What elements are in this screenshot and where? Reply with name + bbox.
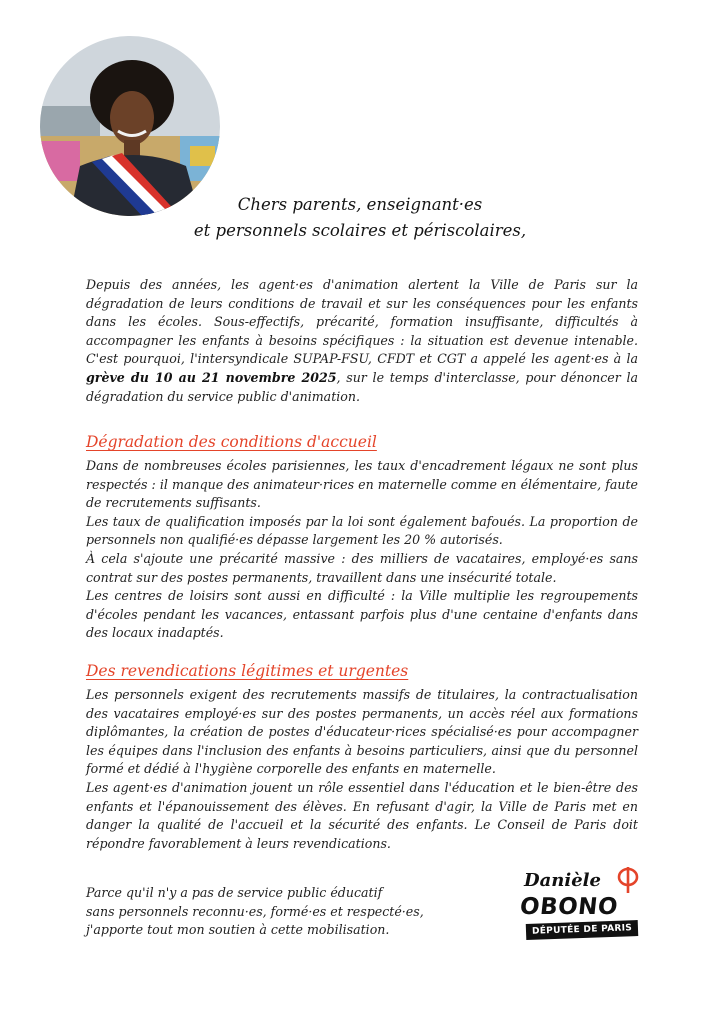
section-heading-conditions: Dégradation des conditions d'accueil	[86, 433, 377, 451]
section-paragraph: Dans de nombreuses écoles parisiennes, les taux d'encadrement légaux ne sont plus respectés : il manque des animateur·rices en maternelle comme en élémentaire, faute de recrutements suffisants.	[86, 458, 638, 511]
strike-dates: grève du 10 au 21 novembre 2025	[86, 369, 337, 385]
phi-logo-icon	[616, 866, 640, 894]
closing-line-2: sans personnels reconnu·es, formé·es et respecté·es,	[86, 903, 424, 919]
section-demands	[86, 660, 638, 853]
section-heading-demands: Des revendications légitimes et urgentes	[86, 662, 409, 680]
signature-block	[516, 862, 650, 944]
greeting-line-2: et personnels scolaires et périscolaires,	[193, 221, 527, 240]
section-paragraph: À cela s'ajoute une précarité massive : des milliers de vacataires, employé·es sans contrat sur des postes permanents, travaillent dans une insécurité totale.	[86, 550, 638, 585]
intro-text-start: Depuis des années, les agent·es d'animation alertent la Ville de Paris sur la dégradation de leurs conditions de travail et sur les conséquences pour les enfants dans les écoles. Sous-effectifs, précarité, formation insuffisante, difficultés à accompagner les enfants à besoins spécifiques : la situation est devenue intenable. C'est pourquoi, l'intersyndicale SUPAP-FSU, CFDT et CGT a appelé les agent·es à la	[86, 277, 638, 367]
signature-badge: DÉPUTÉE DE PARIS	[526, 920, 639, 940]
intro-text-end: , sur le temps d'interclasse, pour dénoncer la dégradation du service public d'animation.	[86, 369, 638, 404]
closing-line-3: j'apporte tout mon soutien à cette mobilisation.	[86, 922, 390, 938]
section-paragraph: Les agent·es d'animation jouent un rôle essentiel dans l'éducation et le bien-être des enfants et l'épanouissement des élèves. En refusant d'agir, la Ville de Paris met en danger la qualité de l'accueil et la sécurité des enfants. Le Conseil de Paris doit répondre favorablement à leurs revendications.	[86, 779, 638, 851]
section-conditions	[86, 431, 638, 643]
intro-paragraph	[86, 276, 638, 406]
closing-line-1: Parce qu'il n'y a pas de service public éducatif	[86, 885, 383, 900]
section-paragraph: Les centres de loisirs sont aussi en difficulté : la Ville multiplie les regroupements d'écoles pendant les vacances, entassant parfois plus d'une centaine d'enfants dans des locaux inadaptés.	[86, 588, 638, 641]
signature-last-name: OBONO	[518, 894, 620, 920]
greeting-line-1: Chers parents, enseignant·es	[237, 195, 483, 214]
section-paragraph: Les personnels exigent des recrutements massifs de titulaires, la contractualisation des vacataires employé·es sur des postes permanents, un accès réel aux formations diplômantes, la création de postes d'éducateur·rices spécialisé·es pour accompagner les équipes dans l'inclusion des enfants à besoins particuliers, ainsi que du personnel formé et dédié à l'hygiène corporelle des enfants en maternelle.	[86, 687, 638, 777]
section-paragraph: Les taux de qualification imposés par la loi sont également bafoués. La proportion de personnels non qualifié·es dépasse largement les 20 % autorisés.	[86, 513, 638, 548]
signature-first-name: Danièle	[524, 870, 601, 891]
closing-statement	[86, 884, 426, 940]
portrait-photo	[40, 36, 220, 216]
greeting	[170, 192, 550, 244]
